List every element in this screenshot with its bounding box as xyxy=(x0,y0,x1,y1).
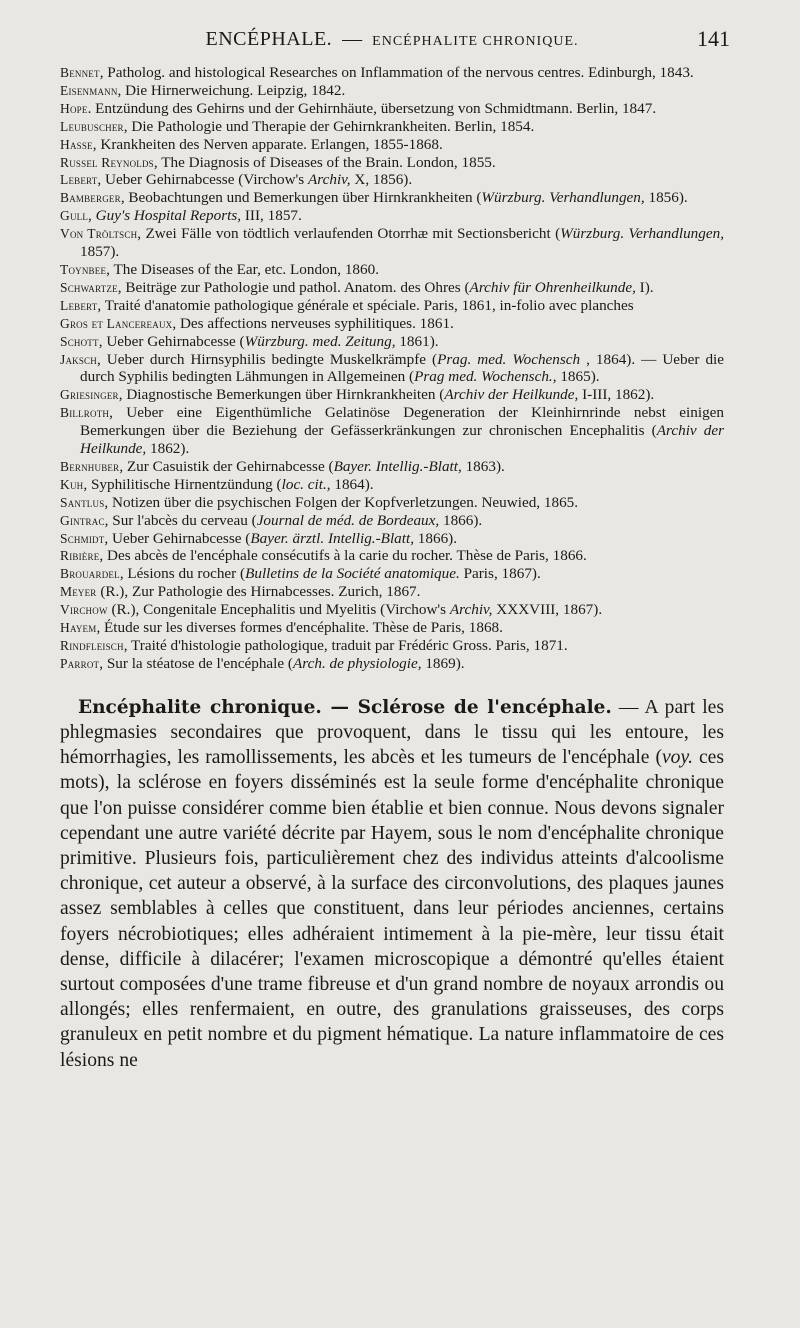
reference-title-italic: loc. cit., xyxy=(281,475,331,493)
bibliography-entry xyxy=(60,315,724,333)
reference-author: Hayem xyxy=(60,620,97,636)
reference-author: Gros et Lancereaux xyxy=(60,315,173,331)
section-paragraph xyxy=(60,695,724,1073)
bibliography-entry xyxy=(60,494,724,512)
reference-title-italic: Journal de méd. de Bordeaux, xyxy=(256,511,440,529)
bibliography-entry xyxy=(60,351,724,387)
reference-text: , Des abcès de l'encéphale consécutifs à la carie du rocher. Thèse de Paris, 1866. xyxy=(99,547,587,565)
reference-text: . Entzündung des Gehirns und der Gehirnhäute, übersetzung von Schmidtmann. Berlin, 1847. xyxy=(87,99,657,117)
header-dash: — xyxy=(342,28,363,50)
body-text-run: ces mots), la sclérose en foyers disséminés est la seule forme d'encéphalite chronique que l'on puisse considérer comme bien établie et bien connue. Nous devons signaler cependant une autre variété décrite par Hayem, sous le nom d'encéphalite chronique primitive. Plusieurs fois, particulièrement chez des individus atteints d'alcoolisme chronique, cet auteur a observé, à la surface des circonvolutions, des plaques jaunes assez semblables à celles que constituent, dans leur périodes anciennes, certains foyers nécrobiotiques; elles adhéraient intimement à la pie-mère, leur tissu était dense, difficile à dilacérer; l'examen microscopique a démontré qu'elles étaient surtout composées d'une trame fibreuse et d'un grand nombre de noyaux arrondis ou allongés; elles renfermaient, en outre, des granulations graisseuses, des corps granuleux en petit nombre et du pigment hématique. La nature inflammatoire de ces lésions ne xyxy=(60,747,724,1071)
bibliography-entry xyxy=(60,136,724,154)
reference-author: Lebert xyxy=(60,172,98,188)
section-heading: Encéphalite chronique. — Sclérose de l'encéphale. xyxy=(78,696,612,718)
reference-author: Eisenmann xyxy=(60,82,118,98)
reference-author: Jaksch xyxy=(60,351,97,367)
reference-title-italic: Archiv der Heilkunde, xyxy=(444,386,579,404)
reference-author: Brouardel xyxy=(60,566,120,582)
bibliography-entry xyxy=(60,100,724,118)
bibliography-entry xyxy=(60,637,724,655)
bibliography-entry xyxy=(60,82,724,100)
reference-text: , Ueber durch Hirnsyphilis bedingte Muskelkrämpfe ( xyxy=(96,350,438,368)
bibliography-entry xyxy=(60,476,724,494)
reference-author: Schmidt xyxy=(60,530,105,546)
bibliography-entry xyxy=(60,458,724,476)
reference-text: , xyxy=(88,207,96,225)
bibliography-entry xyxy=(60,171,724,189)
reference-text: 1857). xyxy=(80,243,120,261)
reference-author: Kuh xyxy=(60,476,84,492)
reference-title-italic: Archiv, xyxy=(307,171,351,189)
reference-author: Hasse xyxy=(60,136,93,152)
reference-author: Bernhuber xyxy=(60,458,120,474)
reference-text: , Des affections nerveuses syphilitiques. 1861. xyxy=(172,314,454,332)
reference-text: , Ueber Gehirnabcesse ( xyxy=(104,529,251,547)
reference-author: Griesinger xyxy=(60,387,119,403)
reference-text: 1864). xyxy=(330,475,374,493)
bibliography-entry xyxy=(60,207,724,225)
reference-text: , Zur Casuistik der Gehirnabcesse ( xyxy=(119,457,334,475)
reference-text: , Lésions du rocher ( xyxy=(119,565,246,583)
bibliography-entry xyxy=(60,386,724,404)
reference-author: Virchow xyxy=(60,602,108,618)
reference-text: , The Diseases of the Ear, etc. London, 1860. xyxy=(106,260,379,278)
reference-author: Billroth xyxy=(60,405,110,421)
reference-author: Leubuscher xyxy=(60,118,124,134)
bibliography-entry xyxy=(60,333,724,351)
reference-text: 1861). xyxy=(395,332,439,350)
bibliography-entry xyxy=(60,530,724,548)
reference-text: , Patholog. and histological Researches on Inflammation of the nervous centres. Edinburgh, 1843. xyxy=(99,64,694,81)
bibliography-entry xyxy=(60,64,724,82)
reference-title-italic: Prag med. Wochensch., xyxy=(414,368,557,386)
reference-author: Rindfleisch xyxy=(60,638,124,653)
reference-title-italic: Würzburg. Verhandlungen, xyxy=(560,225,724,243)
section-text xyxy=(60,697,724,1071)
running-header xyxy=(60,22,730,56)
header-subtitle: ENCÉPHALITE CHRONIQUE. xyxy=(372,34,579,49)
reference-title-italic: Prag. med. Wochensch xyxy=(437,350,581,368)
reference-text: 1863). xyxy=(461,457,505,475)
reference-text: , Traité d'anatomie pathologique générale et spéciale. Paris, 1861, in-folio avec planches xyxy=(97,296,634,314)
reference-author: Schwartze xyxy=(60,279,118,295)
reference-text: , The Diagnosis of Diseases of the Brain. London, 1855. xyxy=(153,153,496,171)
reference-text: (R.), Zur Pathologie des Hirnabcesses. Zurich, 1867. xyxy=(96,583,421,601)
bibliography-entry xyxy=(60,279,724,297)
reference-text: , Ueber eine Eigenthümliche Gelatinöse Degeneration der Kleinhirnrinde nebst einigen Bemerkungen über die Beziehung der Gefässerkränkungen zur chronischen Encephalitis ( xyxy=(80,404,724,440)
reference-text: , Die Hirnerweichung. Leipzig, 1842. xyxy=(117,81,346,99)
reference-text: , Notizen über die psychischen Folgen der Kopfverletzungen. Neuwied, 1865. xyxy=(104,493,579,511)
reference-author: Ribière xyxy=(60,548,100,564)
bibliography-entry xyxy=(60,655,724,673)
reference-text: , Ueber Gehirnabcesse ( xyxy=(98,332,245,350)
reference-title-italic: Würzburg. Verhandlungen, xyxy=(481,189,645,207)
reference-title-italic: Bulletins de la Société anatomique. xyxy=(245,565,460,583)
reference-author: Parrot xyxy=(60,655,100,671)
reference-author: Bamberger xyxy=(60,190,121,206)
reference-author: Bennet xyxy=(60,65,100,80)
reference-text: III, 1857. xyxy=(241,207,302,225)
reference-text: I). xyxy=(635,278,654,296)
reference-author: Gull xyxy=(60,208,89,224)
reference-title-italic: Archiv, xyxy=(449,601,493,619)
bibliography-entry xyxy=(60,225,724,261)
reference-text: , Beiträge zur Pathologie und pathol. Anatom. des Ohres ( xyxy=(117,278,470,296)
reference-text: , 1864). — Ueber die durch Syphilis bedingten Lähmungen in Allgemeinen ( xyxy=(80,350,725,386)
bibliography-entry xyxy=(60,189,724,207)
reference-title-italic: Arch. de physiologie, xyxy=(293,654,422,672)
bibliography-entry xyxy=(60,619,724,637)
reference-title-italic: Bayer. Intellig.-Blatt, xyxy=(333,457,462,475)
reference-title-italic: Bayer. ärztl. Intellig.-Blatt, xyxy=(250,529,414,547)
reference-text: , Syphilitische Hirnentzündung ( xyxy=(83,475,282,493)
bibliography-entry xyxy=(60,583,724,601)
page-number: 141 xyxy=(697,26,730,51)
bibliography-list xyxy=(60,64,724,673)
reference-text: , Diagnostische Bemerkungen über Hirnkrankheiten ( xyxy=(118,386,445,404)
reference-author: Lebert xyxy=(60,297,98,313)
bibliography-entry xyxy=(60,547,724,565)
reference-title-italic: Archiv für Ohrenheilkunde, xyxy=(469,278,636,296)
bibliography-entry xyxy=(60,601,724,619)
reference-text: , Sur la stéatose de l'encéphale ( xyxy=(99,654,293,672)
bibliography-entry xyxy=(60,565,724,583)
reference-text: 1866). xyxy=(414,529,458,547)
reference-author: Toynbee xyxy=(60,261,107,277)
reference-text: , Étude sur les diverses formes d'encéphalite. Thèse de Paris, 1868. xyxy=(96,619,503,637)
reference-text: , Zwei Fälle von tödtlich verlaufenden Otorrhæ mit Sectionsbericht ( xyxy=(137,225,561,243)
body-italic: voy. xyxy=(661,747,693,769)
reference-author: Schott xyxy=(60,333,99,349)
reference-author: Santlus xyxy=(60,494,105,510)
reference-author: Gintrac xyxy=(60,512,105,528)
reference-text: , Sur l'abcès du cerveau ( xyxy=(104,511,257,529)
reference-author: Hope xyxy=(60,100,88,116)
bibliography-entry xyxy=(60,118,724,136)
reference-author: Meyer xyxy=(60,584,97,600)
bibliography-entry xyxy=(60,154,724,172)
reference-text: , Traité d'histologie pathologique, traduit par Frédéric Gross. Paris, 1871. xyxy=(123,637,568,654)
reference-title-italic: Archiv der Heilkunde, xyxy=(80,422,725,458)
reference-author: Russel Reynolds xyxy=(60,154,154,170)
reference-text: X, 1856). xyxy=(350,171,413,189)
reference-text: 1862). xyxy=(146,440,190,458)
reference-title-italic: Guy's Hospital Reports, xyxy=(95,207,242,225)
reference-text: 1856). xyxy=(644,189,688,207)
reference-author: Von Tröltsch xyxy=(60,226,138,242)
reference-text: XXXVIII, 1867). xyxy=(492,601,603,619)
reference-text: , Die Pathologie und Therapie der Gehirnkrankheiten. Berlin, 1854. xyxy=(123,117,535,135)
reference-text: I-III, 1862). xyxy=(578,386,655,404)
reference-text: , Krankheiten des Nerven apparate. Erlangen, 1855-1868. xyxy=(92,135,443,153)
reference-text: (R.), Congenitale Encephalitis und Myelitis (Virchow's xyxy=(107,601,450,619)
reference-text: Paris, 1867). xyxy=(459,565,541,583)
reference-title-italic: Würzburg. med. Zeitung, xyxy=(244,332,396,350)
bibliography-entry xyxy=(60,404,724,458)
bibliography-entry xyxy=(60,261,724,279)
bibliography-entry xyxy=(60,297,724,315)
reference-text: 1869). xyxy=(421,654,465,672)
reference-text: 1865). xyxy=(556,368,600,386)
bibliography-entry xyxy=(60,512,724,530)
reference-text: , Beobachtungen und Bemerkungen über Hirnkrankheiten ( xyxy=(120,189,482,207)
header-title: ENCÉPHALE. xyxy=(205,28,333,50)
body-text-run: — A part les phlegmasies secondaires que provoquent, dans le tissu qui les entoure, les hémorrhagies, les ramollissements, les abcès et les tumeurs de l'encéphale ( xyxy=(60,696,724,769)
reference-text: , Ueber Gehirnabcesse (Virchow's xyxy=(97,171,308,189)
reference-text: 1866). xyxy=(439,511,483,529)
